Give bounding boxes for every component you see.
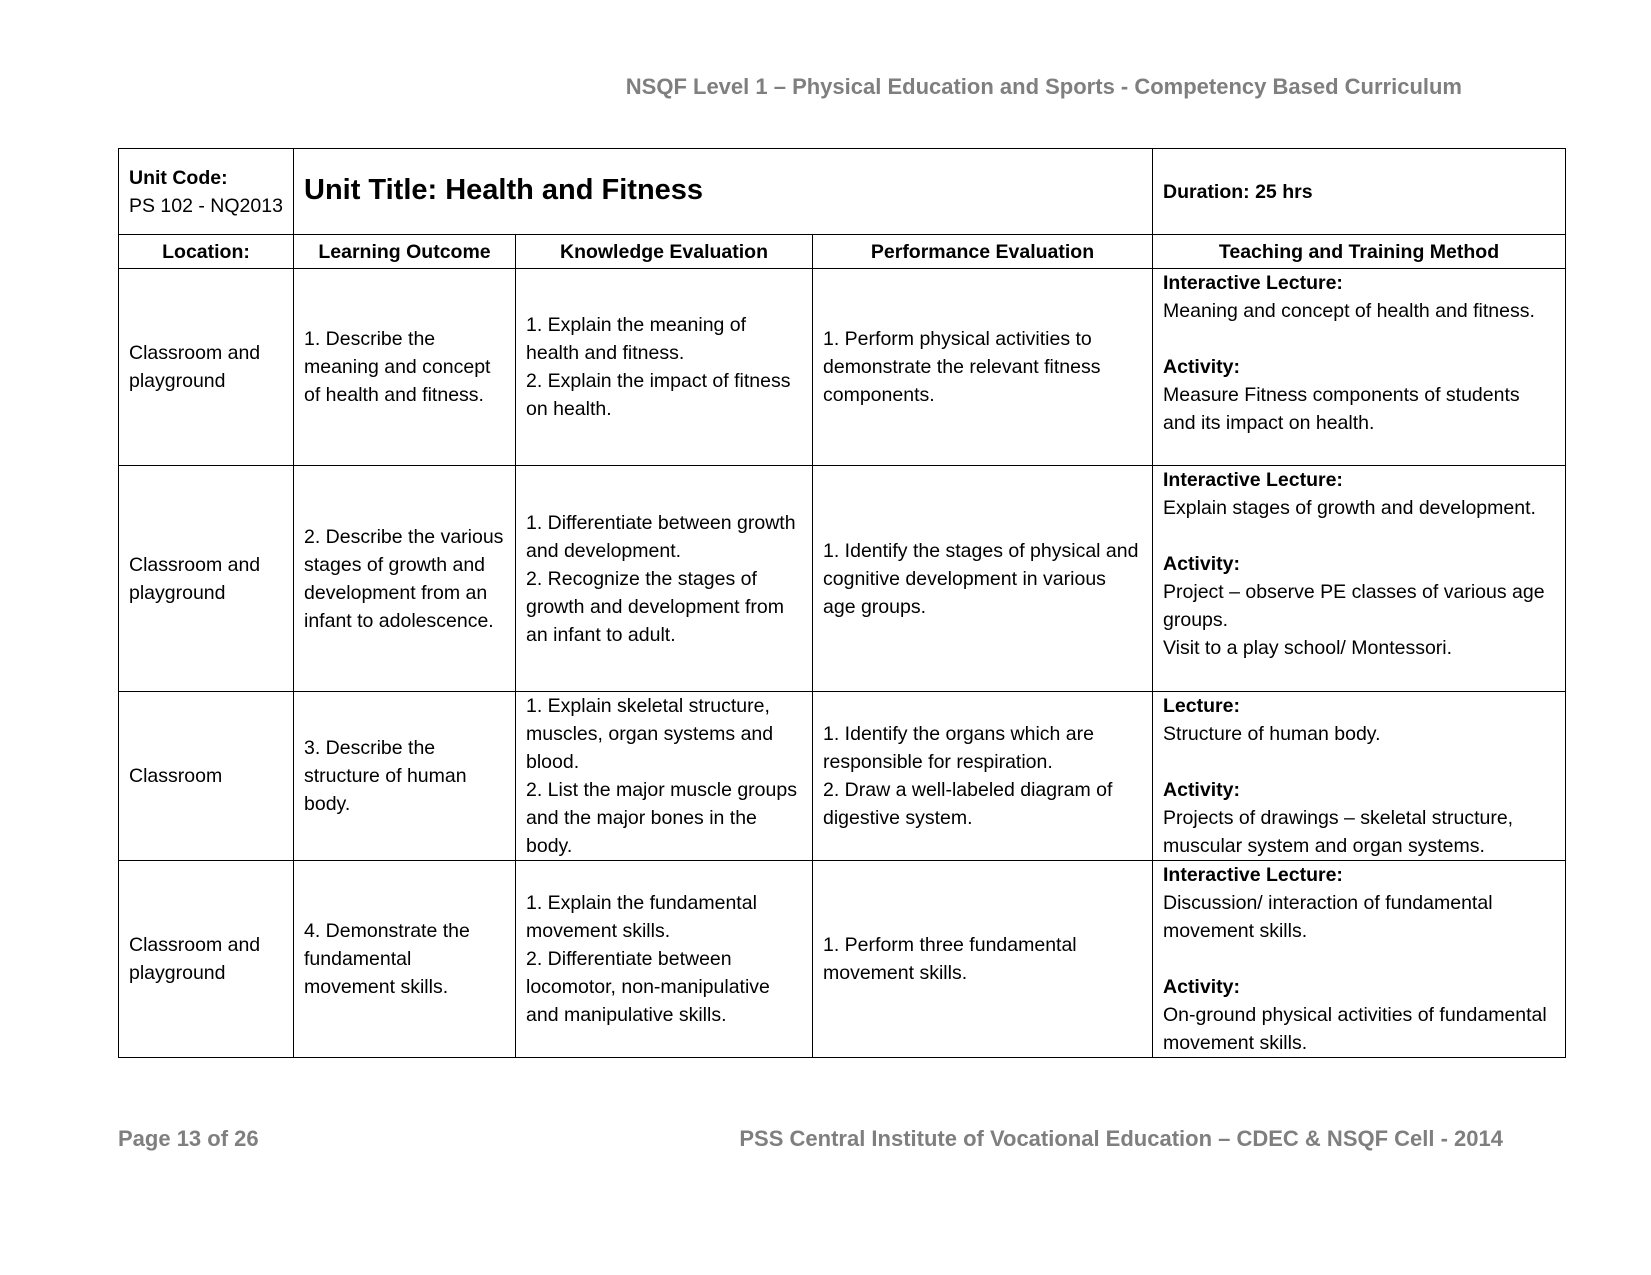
method-text: Explain stages of growth and development. [1163, 497, 1536, 519]
column-header-location: Location: [119, 235, 294, 269]
footer-institute: PSS Central Institute of Vocational Education – CDEC & NSQF Cell - 2014 [739, 1126, 1503, 1151]
table-row [119, 466, 1566, 692]
activity-heading: Activity: [1163, 553, 1240, 575]
unit-duration: Duration: 25 hrs [1163, 180, 1313, 203]
column-header-row [119, 235, 1566, 269]
page-number: Page 13 of 26 [118, 1126, 259, 1151]
column-header-teaching-method: Teaching and Training Method [1153, 235, 1566, 269]
column-header-knowledge-evaluation: Knowledge Evaluation [516, 235, 813, 269]
method-heading: Interactive Lecture: [1163, 864, 1343, 886]
activity-heading: Activity: [1163, 356, 1240, 378]
method-heading: Interactive Lecture: [1163, 272, 1343, 294]
activity-text: On-ground physical activities of fundamental movement skills. [1163, 1004, 1547, 1054]
learning-outcome-cell: 1. Describe the meaning and concept of health and fitness. [294, 269, 516, 466]
column-header-performance-evaluation: Performance Evaluation [813, 235, 1153, 269]
teaching-method-cell [1153, 466, 1566, 692]
knowledge-evaluation-cell: 1. Explain the fundamental movement skills. 2. Differentiate between locomotor, non-manipulative and manipulative skills. [516, 861, 813, 1058]
location-cell: Classroom and playground [119, 861, 294, 1058]
method-heading: Lecture: [1163, 695, 1240, 717]
activity-heading: Activity: [1163, 779, 1240, 801]
performance-evaluation-cell: 1. Perform three fundamental movement skills. [813, 861, 1153, 1058]
location-cell: Classroom and playground [119, 269, 294, 466]
learning-outcome-cell: 4. Demonstrate the fundamental movement skills. [294, 861, 516, 1058]
unit-title-cell [294, 149, 1153, 235]
teaching-method-cell [1153, 692, 1566, 861]
unit-code-cell [119, 149, 294, 235]
activity-heading: Activity: [1163, 976, 1240, 998]
method-text: Discussion/ interaction of fundamental movement skills. [1163, 892, 1493, 942]
unit-title: Unit Title: Health and Fitness [304, 174, 704, 206]
performance-evaluation-cell: 1. Identify the organs which are responsible for respiration. 2. Draw a well-labeled diagram of digestive system. [813, 692, 1153, 861]
performance-evaluation-cell: 1. Identify the stages of physical and cognitive development in various age groups. [813, 466, 1153, 692]
teaching-method-cell [1153, 861, 1566, 1058]
knowledge-evaluation-cell: 1. Differentiate between growth and development. 2. Recognize the stages of growth and development from an infant to adult. [516, 466, 813, 692]
activity-text: Project – observe PE classes of various age groups. Visit to a play school/ Montessori. [1163, 581, 1545, 659]
unit-code-value: PS 102 - NQ2013 [129, 194, 283, 217]
performance-evaluation-cell: 1. Perform physical activities to demonstrate the relevant fitness components. [813, 269, 1153, 466]
learning-outcome-cell: 2. Describe the various stages of growth and development from an infant to adolescence. [294, 466, 516, 692]
table-row [119, 692, 1566, 861]
method-heading: Interactive Lecture: [1163, 469, 1343, 491]
table-row [119, 861, 1566, 1058]
unit-code-label: Unit Code: [129, 166, 228, 189]
column-header-learning-outcome: Learning Outcome [294, 235, 516, 269]
duration-cell [1153, 149, 1566, 235]
knowledge-evaluation-cell: 1. Explain skeletal structure, muscles, organ systems and blood. 2. List the major muscle groups and the major bones in the body. [516, 692, 813, 861]
page-header-title: NSQF Level 1 – Physical Education and Sports - Competency Based Curriculum [625, 74, 1462, 99]
curriculum-table [118, 148, 1566, 1058]
table-row [119, 269, 1566, 466]
activity-text: Measure Fitness components of students and its impact on health. [1163, 384, 1520, 434]
knowledge-evaluation-cell: 1. Explain the meaning of health and fitness. 2. Explain the impact of fitness on health. [516, 269, 813, 466]
location-cell: Classroom [119, 692, 294, 861]
learning-outcome-cell: 3. Describe the structure of human body. [294, 692, 516, 861]
method-text: Meaning and concept of health and fitness. [1163, 300, 1535, 322]
method-text: Structure of human body. [1163, 723, 1381, 745]
teaching-method-cell [1153, 269, 1566, 466]
activity-text: Projects of drawings – skeletal structure, muscular system and organ systems. [1163, 807, 1514, 857]
location-cell: Classroom and playground [119, 466, 294, 692]
unit-header-row [119, 149, 1566, 235]
